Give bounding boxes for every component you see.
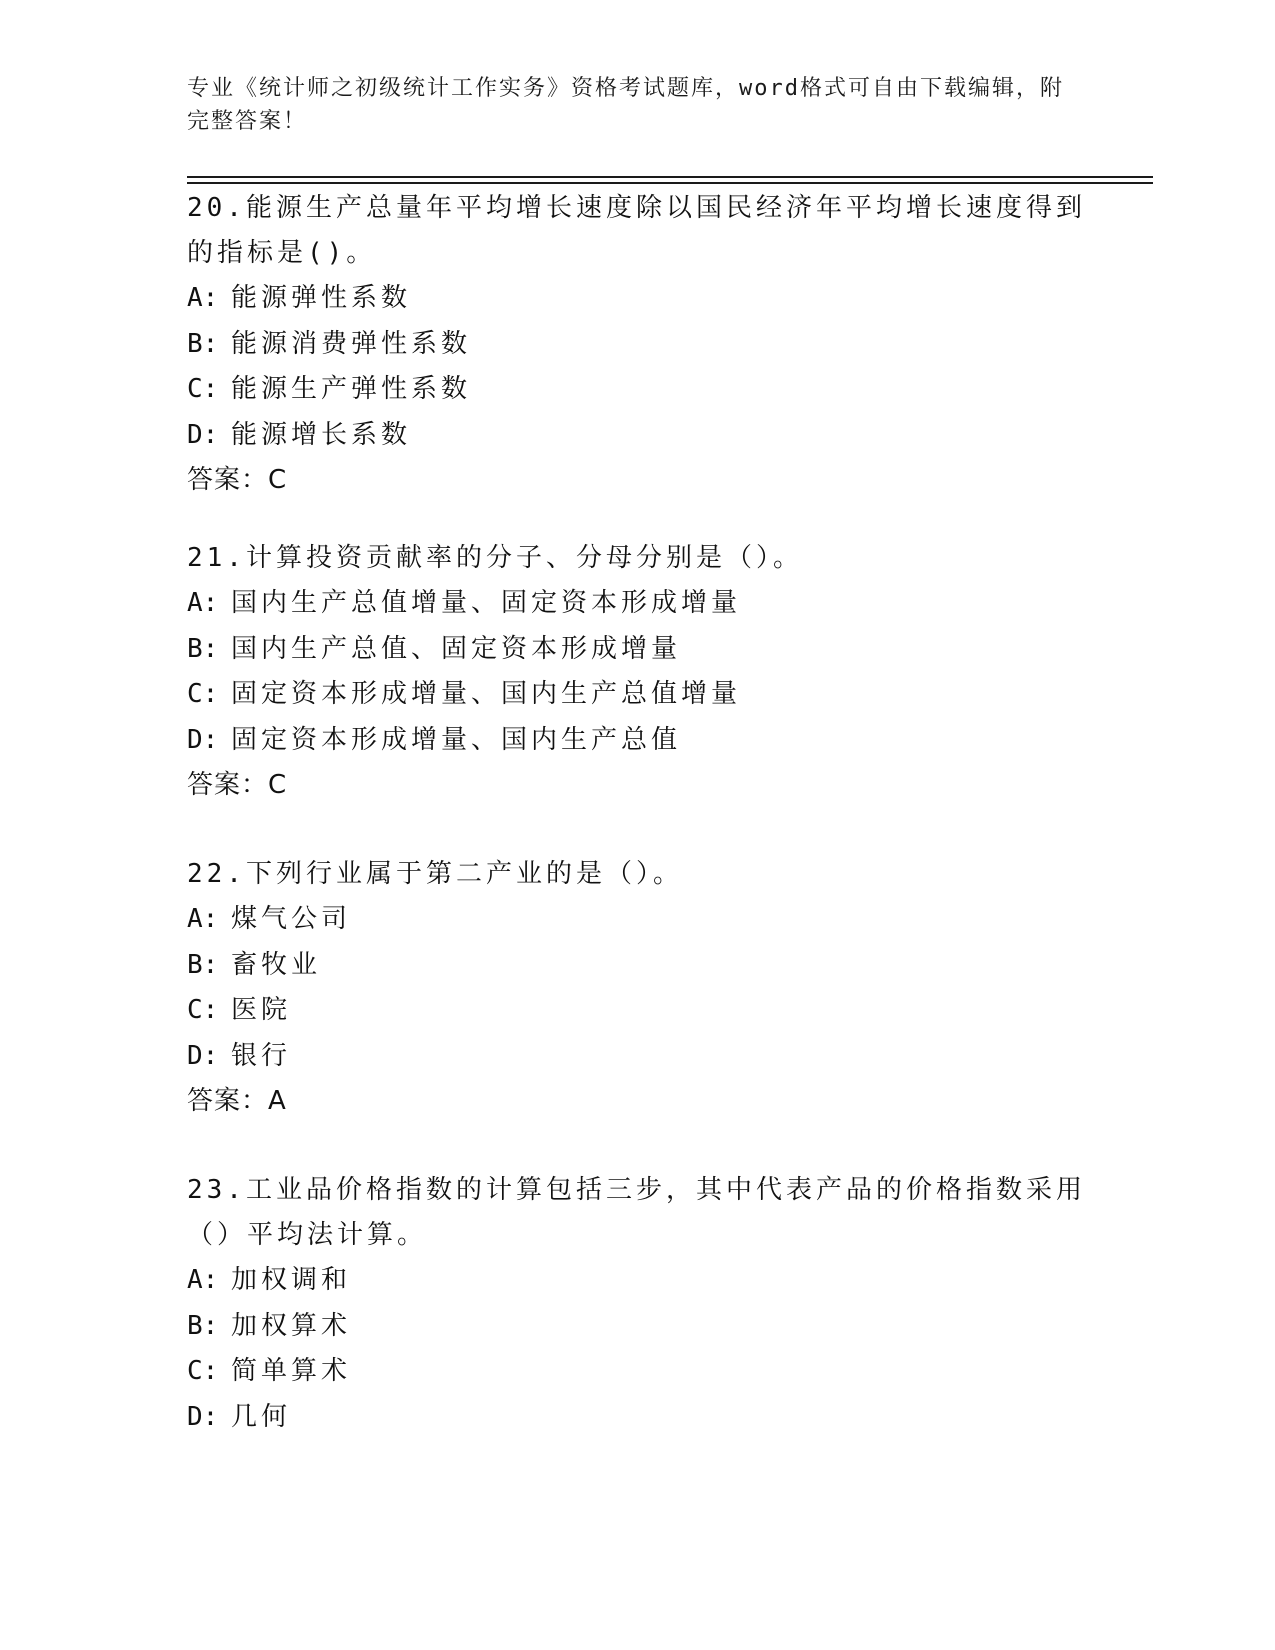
- option-letter: B:: [187, 949, 219, 980]
- option-letter: A:: [187, 588, 219, 618]
- question-stem: 22.下列行业属于第二产业的是（）。: [187, 859, 683, 889]
- option-letter: B:: [187, 328, 219, 359]
- option-text: 国内生产总值、固定资本形成增量: [231, 633, 682, 664]
- option-letter: C:: [187, 1356, 219, 1386]
- option-text: 加权算术: [231, 1310, 352, 1341]
- option-text: 简单算术: [231, 1356, 352, 1386]
- option-letter: A:: [187, 283, 219, 313]
- option-a: [187, 581, 1087, 627]
- option-a: [187, 1258, 1087, 1304]
- header-rule-bottom: [187, 182, 1153, 184]
- question-23: [187, 1168, 1087, 1440]
- option-c: [187, 672, 1087, 718]
- option-b: [187, 943, 1087, 989]
- answer-label: 答案：C: [187, 770, 288, 800]
- option-letter: B:: [187, 633, 219, 664]
- option-text: 煤气公司: [231, 904, 352, 934]
- option-c: [187, 988, 1087, 1034]
- option-d: [187, 718, 1087, 764]
- option-text: 加权调和: [231, 1265, 352, 1295]
- option-text: 固定资本形成增量、国内生产总值增量: [231, 679, 742, 709]
- option-letter: C:: [187, 679, 219, 709]
- option-text: 能源消费弹性系数: [231, 328, 472, 359]
- option-text: 能源增长系数: [231, 419, 412, 450]
- option-b: [187, 1304, 1087, 1350]
- option-text: 能源生产弹性系数: [231, 374, 472, 404]
- document-header: 专业《统计师之初级统计工作实务》资格考试题库，word格式可自由下载编辑，附完整答案！: [187, 76, 1064, 134]
- option-text: 几何: [231, 1401, 292, 1432]
- option-text: 固定资本形成增量、国内生产总值: [231, 724, 682, 755]
- answer-label: 答案：C: [187, 465, 288, 495]
- option-letter: C:: [187, 995, 219, 1025]
- option-text: 能源弹性系数: [231, 283, 412, 313]
- option-text: 银行: [231, 1040, 292, 1071]
- option-text: 国内生产总值增量、固定资本形成增量: [231, 588, 742, 618]
- option-c: [187, 1349, 1087, 1395]
- option-letter: C:: [187, 374, 219, 404]
- option-c: [187, 367, 1087, 413]
- option-d: [187, 1395, 1087, 1441]
- option-letter: A:: [187, 904, 219, 934]
- option-letter: D:: [187, 1401, 219, 1432]
- option-a: [187, 897, 1087, 943]
- question-stem: 21.计算投资贡献率的分子、分母分别是（）。: [187, 543, 803, 573]
- option-text: 医院: [231, 995, 292, 1025]
- option-letter: D:: [187, 1040, 219, 1071]
- question-20: [187, 186, 1087, 504]
- option-b: [187, 322, 1087, 368]
- option-letter: D:: [187, 724, 219, 755]
- header-rule-top: [187, 176, 1153, 178]
- question-21: [187, 536, 1087, 809]
- question-stem: 23.工业品价格指数的计算包括三步，其中代表产品的价格指数采用（）平均法计算。: [187, 1175, 1086, 1250]
- option-letter: A:: [187, 1265, 219, 1295]
- question-stem: 20.能源生产总量年平均增长速度除以国民经济年平均增长速度得到的指标是()。: [187, 193, 1086, 268]
- option-letter: B:: [187, 1310, 219, 1341]
- option-b: [187, 627, 1087, 673]
- option-text: 畜牧业: [231, 949, 322, 980]
- question-22: [187, 852, 1087, 1125]
- option-a: [187, 276, 1087, 322]
- option-letter: D:: [187, 419, 219, 450]
- option-d: [187, 413, 1087, 459]
- option-d: [187, 1034, 1087, 1080]
- answer-label: 答案：A: [187, 1086, 287, 1116]
